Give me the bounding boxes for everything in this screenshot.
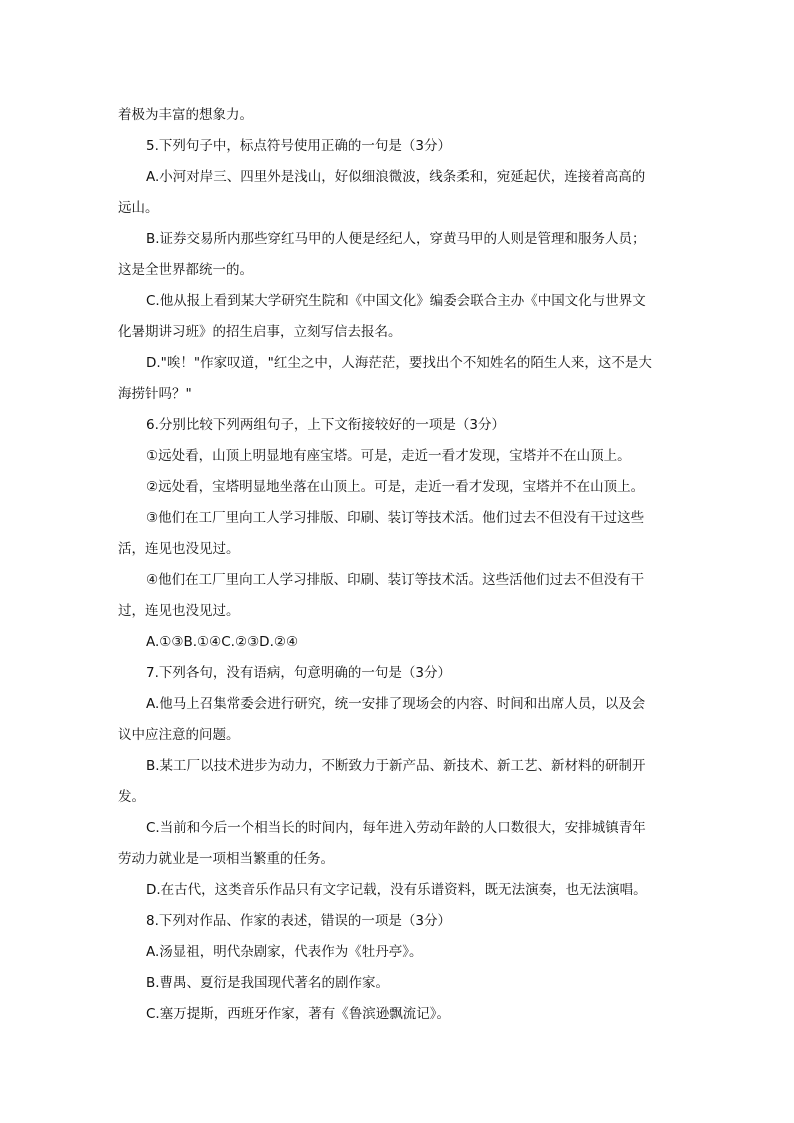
question-5-stem: 5.下列句子中，标点符号使用正确的一句是（3分） [146,138,451,154]
question-5-option-d-cont: 海捞针吗？" [118,386,192,402]
question-5-option-b-cont: 这是全世界都统一的。 [118,262,253,278]
document-body [118,100,678,1030]
question-7-option-c: C.当前和今后一个相当长的时间内，每年进入劳动年龄的人口数很大，安排城镇青年 [146,820,646,836]
question-7-option-d: D.在古代，这类音乐作品只有文字记载，没有乐谱资料，既无法演奏，也无法演唱。 [146,882,647,898]
question-6-sentence-4-cont: 过，连见也没见过。 [118,603,240,619]
question-7-option-b: B.某工厂以技术进步为动力，不断致力于新产品、新技术、新工艺、新材料的研制开 [146,758,646,774]
question-8-option-a: A.汤显祖，明代杂剧家，代表作为《牡丹亭》。 [146,944,423,960]
question-7-option-c-cont: 劳动力就业是一项相当繁重的任务。 [118,851,334,867]
question-5-option-a: A.小河对岸三、四里外是浅山，好似细浪微波，线条柔和，宛延起伏，连接着高高的 [146,169,646,185]
question-6-sentence-4: ④他们在工厂里向工人学习排版、印刷、装订等技术活。这些活他们过去不但没有干 [146,572,645,588]
question-6-sentence-1: ①远处看，山顶上明显地有座宝塔。可是，走近一看才发现，宝塔并不在山顶上。 [146,448,631,464]
question-5-option-a-cont: 远山。 [118,200,159,216]
question-8-option-c: C.塞万提斯，西班牙作家，著有《鲁滨逊飘流记》。 [146,1006,450,1022]
question-7-stem: 7.下列各句，没有语病，句意明确的一句是（3分） [146,665,451,681]
question-8-option-b: B.曹禺、夏衍是我国现代著名的剧作家。 [146,975,390,991]
question-5-option-c-cont: 化暑期讲习班》的招生启事，立刻写信去报名。 [118,324,402,340]
question-6-sentence-3-cont: 活，连见也没见过。 [118,541,240,557]
question-6-sentence-3: ③他们在工厂里向工人学习排版、印刷、装订等技术活。他们过去不但没有干过这些 [146,510,645,526]
question-5-option-d: D."唉！"作家叹道，"红尘之中，人海茫茫，要找出个不知姓名的陌生人来，这不是大 [146,355,652,371]
text-line: 着极为丰富的想象力。 [118,107,253,123]
question-8-stem: 8.下列对作品、作家的表述，错误的一项是（3分） [146,913,451,929]
question-6-stem: 6.分别比较下列两组句子，上下文衔接较好的一项是（3分） [146,417,505,433]
question-7-option-b-cont: 发。 [118,789,145,805]
question-5-option-c: C.他从报上看到某大学研究生院和《中国文化》编委会联合主办《中国文化与世界文 [146,293,646,309]
question-6-sentence-2: ②远处看，宝塔明显地坐落在山顶上。可是，走近一看才发现，宝塔并不在山顶上。 [146,479,645,495]
question-7-option-a-cont: 议中应注意的问题。 [118,727,240,743]
question-5-option-b: B.证券交易所内那些穿红马甲的人便是经纪人，穿黄马甲的人则是管理和服务人员； [146,231,646,247]
question-6-options: A.①③B.①④C.②③D.②④ [146,634,299,650]
question-7-option-a: A.他马上召集常委会进行研究，统一安排了现场会的内容、时间和出席人员，以及会 [146,696,646,712]
